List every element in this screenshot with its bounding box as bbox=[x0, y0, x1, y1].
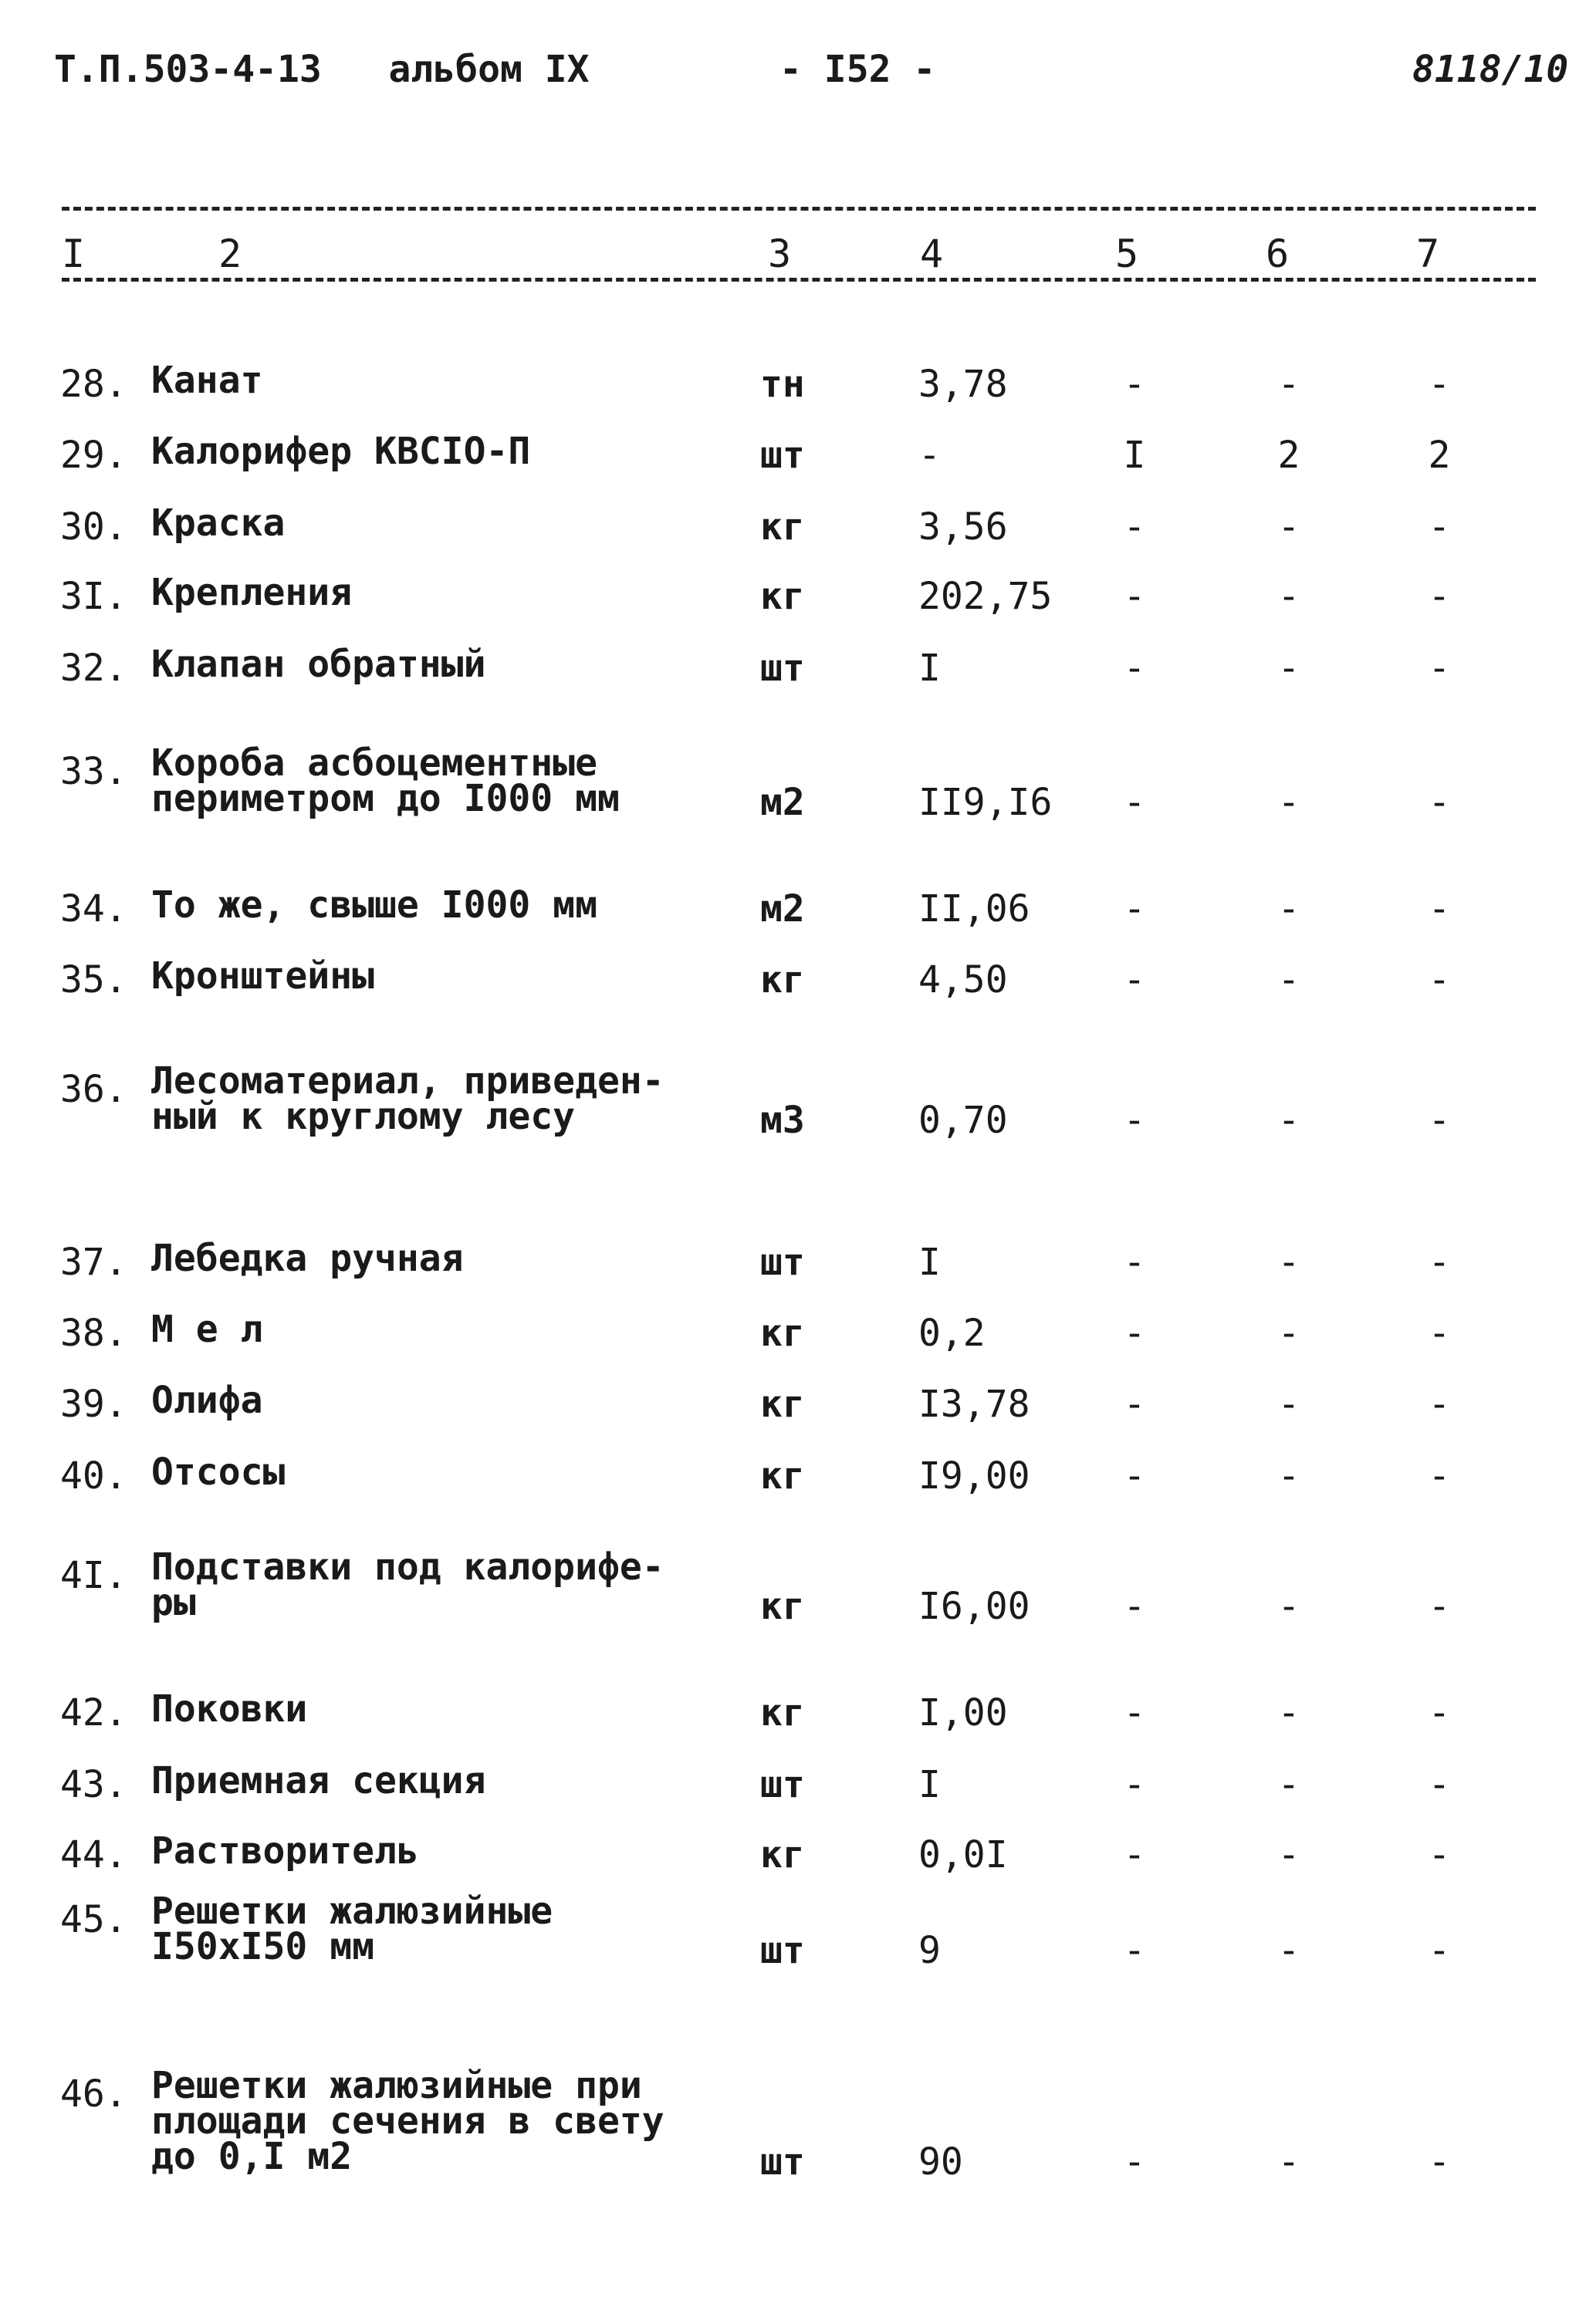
sheet-reference: 8118/10 bbox=[1412, 48, 1569, 91]
material-name bbox=[151, 1379, 263, 1422]
row-number: 46. bbox=[60, 2072, 127, 2116]
material-name-line: Приемная секция bbox=[151, 1759, 486, 1802]
material-name bbox=[151, 1829, 419, 1873]
column-7-value: - bbox=[1428, 781, 1451, 824]
row-number: 44. bbox=[60, 1833, 127, 1876]
material-name bbox=[151, 883, 597, 927]
material-name bbox=[151, 502, 286, 545]
unit-of-measure: кг bbox=[760, 1312, 805, 1355]
unit-of-measure: кг bbox=[760, 958, 805, 1002]
column-6-value: - bbox=[1277, 1585, 1300, 1628]
material-name-line: Поковки bbox=[151, 1687, 308, 1731]
material-name bbox=[151, 1237, 464, 1280]
material-name-line: площади сечения в свету bbox=[151, 2099, 664, 2143]
column-7-value: - bbox=[1428, 1585, 1451, 1628]
column-7-value: - bbox=[1428, 647, 1451, 690]
column-7-value: - bbox=[1428, 1691, 1451, 1735]
quantity: I9,00 bbox=[918, 1454, 1030, 1498]
column-header-7: 7 bbox=[1416, 231, 1440, 276]
row-number: 38. bbox=[60, 1312, 127, 1355]
column-header-2: 2 bbox=[218, 231, 242, 276]
row-number: 30. bbox=[60, 505, 127, 549]
material-name-line: до 0,I м2 bbox=[151, 2135, 353, 2178]
column-7-value: - bbox=[1428, 1241, 1451, 1284]
quantity: - bbox=[918, 434, 941, 477]
unit-of-measure: кг bbox=[760, 1383, 805, 1426]
column-6-value: - bbox=[1277, 1383, 1300, 1426]
material-name bbox=[151, 1890, 553, 1968]
material-name bbox=[151, 1308, 263, 1351]
row-number: 4I. bbox=[60, 1554, 127, 1597]
column-header-4: 4 bbox=[920, 231, 944, 276]
column-6-value: - bbox=[1277, 958, 1300, 1002]
unit-of-measure: шт bbox=[760, 434, 805, 477]
quantity: 3,78 bbox=[918, 363, 1008, 406]
column-7-value: - bbox=[1428, 958, 1451, 1002]
column-7-value: 2 bbox=[1428, 434, 1451, 477]
row-number: 29. bbox=[60, 434, 127, 477]
material-name-line: М е л bbox=[151, 1308, 263, 1351]
material-name-line: Лебедка ручная bbox=[151, 1237, 464, 1280]
column-7-value: - bbox=[1428, 1099, 1451, 1142]
quantity: 0,2 bbox=[918, 1312, 986, 1355]
material-name-line: периметром до I000 мм bbox=[151, 777, 620, 820]
quantity: I bbox=[918, 1763, 941, 1806]
row-number: 42. bbox=[60, 1691, 127, 1735]
material-name-line: I50хI50 мм bbox=[151, 1925, 374, 1968]
quantity: I6,00 bbox=[918, 1585, 1030, 1628]
column-header-3: 3 bbox=[768, 231, 792, 276]
column-6-value: - bbox=[1277, 505, 1300, 549]
column-6-value: - bbox=[1277, 1099, 1300, 1142]
material-name bbox=[151, 741, 620, 820]
column-5-value: I bbox=[1123, 434, 1146, 477]
unit-of-measure: кг bbox=[760, 1454, 805, 1498]
quantity: II,06 bbox=[918, 887, 1030, 931]
unit-of-measure: кг bbox=[760, 1585, 805, 1628]
row-number: 35. bbox=[60, 958, 127, 1002]
column-7-value: - bbox=[1428, 1383, 1451, 1426]
quantity: 0,70 bbox=[918, 1099, 1008, 1142]
column-6-value: - bbox=[1277, 1241, 1300, 1284]
unit-of-measure: тн bbox=[760, 363, 805, 406]
quantity: 202,75 bbox=[918, 575, 1053, 618]
column-6-value: 2 bbox=[1277, 434, 1300, 477]
material-name-line: Краска bbox=[151, 502, 286, 545]
column-6-value: - bbox=[1277, 647, 1300, 690]
material-name bbox=[151, 1451, 286, 1494]
material-name-line: ры bbox=[151, 1581, 196, 1624]
material-name bbox=[151, 359, 263, 402]
column-6-value: - bbox=[1277, 575, 1300, 618]
material-name bbox=[151, 1687, 308, 1731]
quantity: 90 bbox=[918, 2140, 963, 2184]
column-5-value: - bbox=[1123, 1383, 1146, 1426]
quantity: I,00 bbox=[918, 1691, 1008, 1735]
row-number: 34. bbox=[60, 887, 127, 931]
column-7-value: - bbox=[1428, 887, 1451, 931]
quantity: I3,78 bbox=[918, 1383, 1030, 1426]
material-name-line: Лесоматериал, приведен- bbox=[151, 1059, 664, 1103]
column-7-value: - bbox=[1428, 1929, 1451, 1972]
column-5-value: - bbox=[1123, 1691, 1146, 1735]
quantity: 0,0I bbox=[918, 1833, 1008, 1876]
doc-code: Т.П.503-4-13 bbox=[54, 48, 322, 91]
column-5-value: - bbox=[1123, 1312, 1146, 1355]
row-number: 3I. bbox=[60, 575, 127, 618]
unit-of-measure: кг bbox=[760, 1833, 805, 1876]
column-6-value: - bbox=[1277, 1312, 1300, 1355]
column-5-value: - bbox=[1123, 1241, 1146, 1284]
column-7-value: - bbox=[1428, 1454, 1451, 1498]
quantity: I bbox=[918, 1241, 941, 1284]
material-name-line: То же, свыше I000 мм bbox=[151, 883, 597, 927]
column-6-value: - bbox=[1277, 2140, 1300, 2184]
column-6-value: - bbox=[1277, 1833, 1300, 1876]
column-6-value: - bbox=[1277, 781, 1300, 824]
column-5-value: - bbox=[1123, 1929, 1146, 1972]
column-header-1: I bbox=[62, 231, 86, 276]
column-5-value: - bbox=[1123, 781, 1146, 824]
column-7-value: - bbox=[1428, 1763, 1451, 1806]
material-name-line: Калорифер КВСIО-П bbox=[151, 430, 531, 473]
material-name bbox=[151, 1059, 664, 1138]
column-6-value: - bbox=[1277, 1691, 1300, 1735]
material-name-line: Канат bbox=[151, 359, 263, 402]
row-number: 33. bbox=[60, 750, 127, 793]
column-7-value: - bbox=[1428, 575, 1451, 618]
column-7-value: - bbox=[1428, 2140, 1451, 2184]
material-name-line: Кронштейны bbox=[151, 954, 374, 998]
column-6-value: - bbox=[1277, 363, 1300, 406]
material-name-line: Клапан обратный bbox=[151, 643, 486, 686]
row-number: 32. bbox=[60, 647, 127, 690]
column-5-value: - bbox=[1123, 505, 1146, 549]
column-5-value: - bbox=[1123, 887, 1146, 931]
unit-of-measure: м3 bbox=[760, 1099, 805, 1142]
row-number: 36. bbox=[60, 1068, 127, 1111]
material-name-line: Подставки под калорифе- bbox=[151, 1545, 664, 1589]
row-number: 43. bbox=[60, 1763, 127, 1806]
unit-of-measure: шт bbox=[760, 2140, 805, 2184]
album-label: альбом IX bbox=[388, 48, 590, 91]
column-6-value: - bbox=[1277, 1454, 1300, 1498]
column-7-value: - bbox=[1428, 1833, 1451, 1876]
material-name bbox=[151, 1545, 664, 1624]
quantity: I bbox=[918, 647, 941, 690]
unit-of-measure: кг bbox=[760, 1691, 805, 1735]
material-name bbox=[151, 571, 353, 614]
material-name-line: Короба асбоцементные bbox=[151, 741, 597, 785]
quantity: 3,56 bbox=[918, 505, 1008, 549]
row-number: 37. bbox=[60, 1241, 127, 1284]
page-number: - I52 - bbox=[779, 48, 936, 91]
column-5-value: - bbox=[1123, 958, 1146, 1002]
column-5-value: - bbox=[1123, 1763, 1146, 1806]
material-name bbox=[151, 2064, 664, 2178]
row-number: 28. bbox=[60, 363, 127, 406]
quantity: 9 bbox=[918, 1929, 941, 1972]
column-5-value: - bbox=[1123, 2140, 1146, 2184]
unit-of-measure: м2 bbox=[760, 781, 805, 824]
top-divider bbox=[62, 207, 1536, 211]
column-5-value: - bbox=[1123, 363, 1146, 406]
column-5-value: - bbox=[1123, 1099, 1146, 1142]
column-5-value: - bbox=[1123, 1833, 1146, 1876]
material-name-line: Олифа bbox=[151, 1379, 263, 1422]
material-name-line: Отсосы bbox=[151, 1451, 286, 1494]
column-5-value: - bbox=[1123, 1585, 1146, 1628]
column-5-value: - bbox=[1123, 647, 1146, 690]
row-number: 39. bbox=[60, 1383, 127, 1426]
material-name-line: ный к круглому лесу bbox=[151, 1095, 576, 1138]
unit-of-measure: кг bbox=[760, 505, 805, 549]
material-name-line: Решетки жалюзийные bbox=[151, 1890, 553, 1933]
unit-of-measure: м2 bbox=[760, 887, 805, 931]
column-6-value: - bbox=[1277, 1929, 1300, 1972]
unit-of-measure: шт bbox=[760, 1241, 805, 1284]
material-name bbox=[151, 1759, 486, 1802]
row-number: 45. bbox=[60, 1898, 127, 1941]
material-name bbox=[151, 643, 486, 686]
unit-of-measure: шт bbox=[760, 1763, 805, 1806]
column-5-value: - bbox=[1123, 575, 1146, 618]
material-name-line: Решетки жалюзийные при bbox=[151, 2064, 642, 2107]
material-name bbox=[151, 954, 374, 998]
row-number: 40. bbox=[60, 1454, 127, 1498]
header-divider bbox=[62, 278, 1536, 282]
material-name-line: Крепления bbox=[151, 571, 353, 614]
unit-of-measure: шт bbox=[760, 1929, 805, 1972]
document-code bbox=[54, 48, 590, 91]
material-name-line: Растворитель bbox=[151, 1829, 419, 1873]
unit-of-measure: шт bbox=[760, 647, 805, 690]
column-header-5: 5 bbox=[1115, 231, 1139, 276]
quantity: 4,50 bbox=[918, 958, 1008, 1002]
material-name bbox=[151, 430, 531, 473]
unit-of-measure: кг bbox=[760, 575, 805, 618]
column-7-value: - bbox=[1428, 363, 1451, 406]
column-7-value: - bbox=[1428, 1312, 1451, 1355]
column-7-value: - bbox=[1428, 505, 1451, 549]
quantity: II9,I6 bbox=[918, 781, 1053, 824]
column-6-value: - bbox=[1277, 887, 1300, 931]
column-5-value: - bbox=[1123, 1454, 1146, 1498]
column-6-value: - bbox=[1277, 1763, 1300, 1806]
column-header-6: 6 bbox=[1266, 231, 1290, 276]
